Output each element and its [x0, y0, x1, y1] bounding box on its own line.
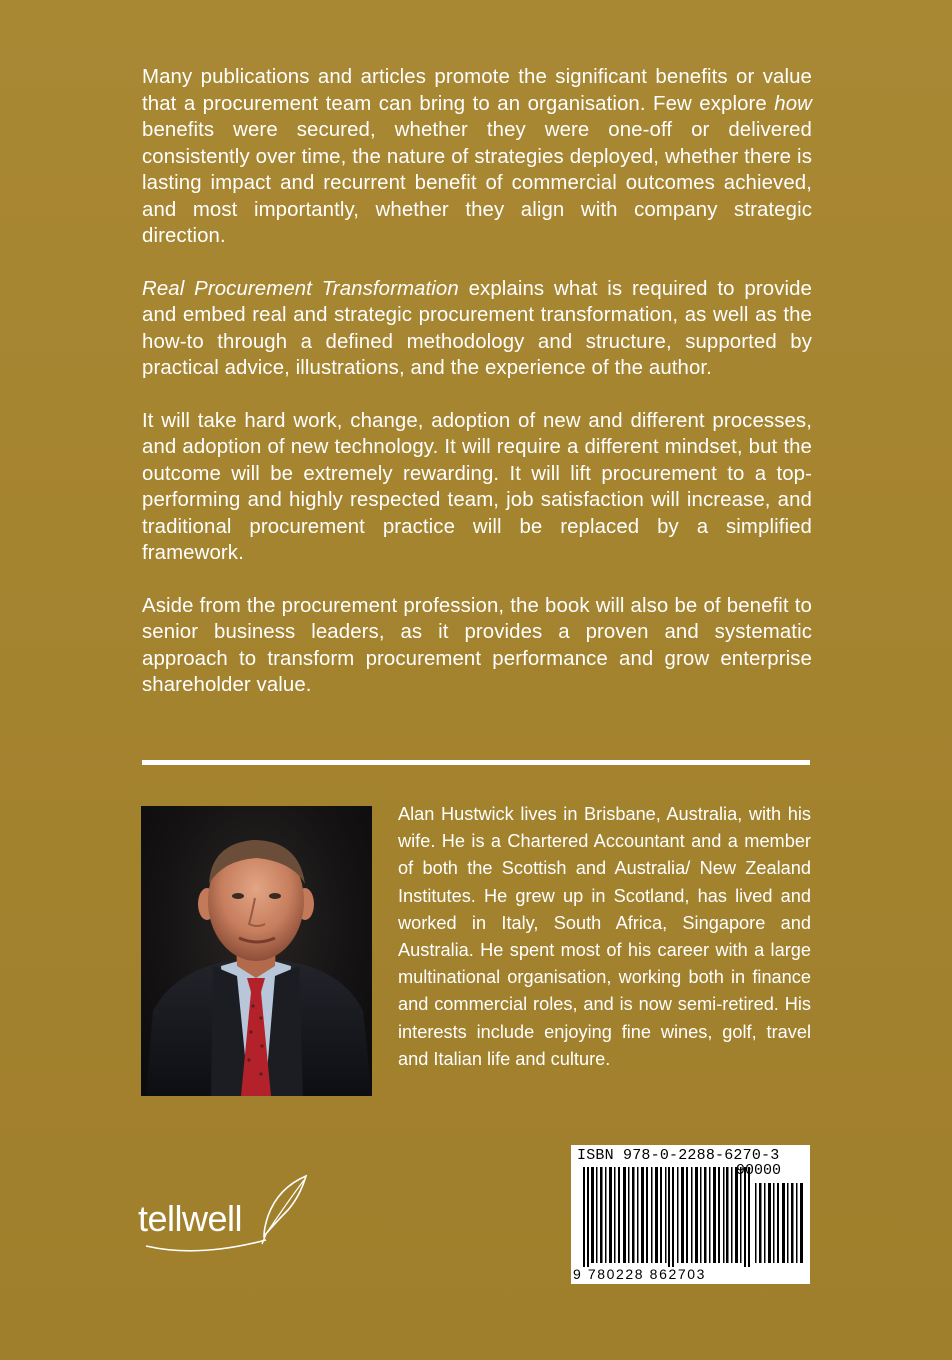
publisher-logo [138, 1170, 318, 1260]
author-bio: Alan Hustwick lives in Brisbane, Australia, with his wife. He is a Chartered Accountant and a member of both the Scottish and Australia/ New Zealand Institutes. He grew up in Scotland, has lived and worked in Italy, South Africa, Singapore and Australia. He spent most of his career with a large multinational organisation, working both in finance and commercial roles, and is now semi-retired. His interests include enjoying fine wines, golf, travel and Italian life and culture. [398, 804, 811, 1069]
blurb-paragraph-1 [142, 64, 812, 250]
blurb-paragraph-4: Aside from the procurement profession, the book will also be of benefit to senior business leaders, as it provides a proven and systematic approach to transform procurement performance and grow enterprise shareholder value. [142, 594, 812, 696]
quill-icon [138, 1170, 318, 1260]
blurb [142, 64, 812, 725]
blurb-text: benefits were secured, whether they were one-off or delivered consistently over time, the nature of strategies deployed, whether there is lasting impact and recurrent benefit of commercial outcomes achieved, and most importantly, whether they align with company strategic direction. [142, 119, 812, 247]
blurb-emphasis: how [774, 92, 812, 115]
author-portrait-image [141, 806, 372, 1096]
author-photo [141, 806, 372, 1096]
publisher-name: tellwell [138, 1198, 243, 1239]
blurb-paragraph-3: It will take hard work, change, adoption of new and different processes, and adoption of new technology. It will require a different mindset, but the outcome will be extremely rewarding. It will lift procurement to a top-performing and highly respected team, job satisfaction will increase, and traditional procurement practice will be replaced by a simplified framework. [142, 409, 812, 564]
price-code: 90000 [736, 1162, 782, 1179]
divider [142, 760, 810, 765]
ean-digits: 9 780228 862703 [573, 1266, 706, 1282]
book-title-italic: Real Procurement Transformation [142, 277, 459, 300]
blurb-text: Many publications and articles promote the significant benefits or value that a procurement team can bring to an organisation. Few explore [142, 66, 812, 115]
isbn-text: ISBN 978-0-2288-6270-3 [577, 1147, 780, 1164]
blurb-text: explains what is required to provide and embed real and strategic procurement transformation, as well as the how-to through a defined methodology and structure, supported by practical advice, illustrations, and the experience of the author. [142, 277, 812, 379]
blurb-paragraph-2 [142, 276, 812, 382]
